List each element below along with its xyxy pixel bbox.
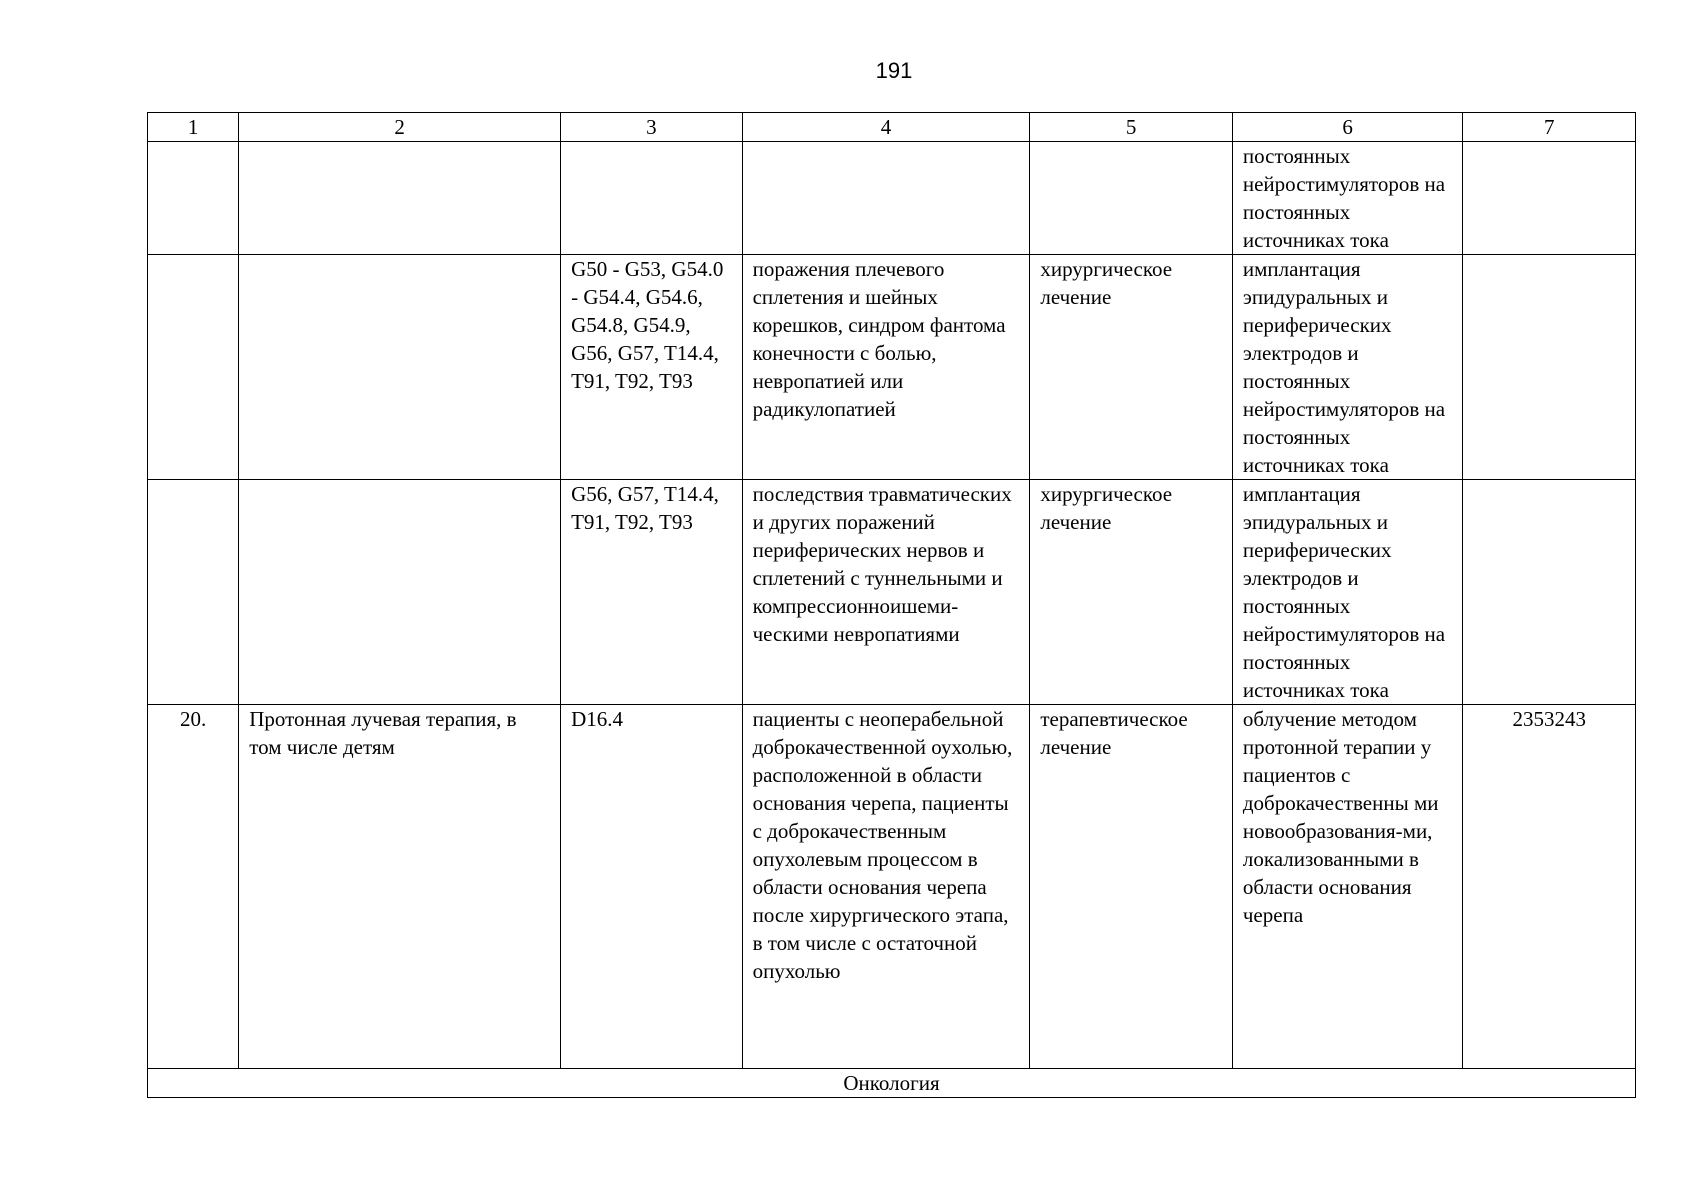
- method-cell: облучение методом протонной терапии у пациентов с доброкачественны ми новообразования-ми, локализованными в области основания черепа: [1232, 705, 1463, 1069]
- treatment-type-cell: хирургическое лечение: [1030, 480, 1233, 705]
- icd-code-cell: G50 - G53, G54.0 - G54.4, G54.6, G54.8, G54.9, G56, G57, T14.4, T91, T92, T93: [561, 255, 742, 480]
- treatment-type-cell: [1030, 142, 1233, 255]
- cost-cell: [1463, 480, 1636, 705]
- service-name-cell: [239, 255, 561, 480]
- column-header: 2: [239, 113, 561, 142]
- row-number-cell: [148, 480, 239, 705]
- cost-cell: [1463, 255, 1636, 480]
- treatment-type-cell: хирургическое лечение: [1030, 255, 1233, 480]
- service-name-cell: Протонная лучевая терапия, в том числе детям: [239, 705, 561, 1069]
- row-number-cell: [148, 142, 239, 255]
- services-table: [147, 112, 1636, 1098]
- column-header: 5: [1030, 113, 1233, 142]
- icd-code-cell: [561, 142, 742, 255]
- column-number-row: [148, 113, 1636, 142]
- patient-model-cell: пациенты с неоперабельной доброкачественной оухолью, расположенной в области основания черепа, пациенты с доброкачественным опухолевым процессом в области основания черепа после хирургического этапа, в том числе с остаточной опухолью: [742, 705, 1030, 1069]
- icd-code-cell: G56, G57, T14.4, T91, T92, T93: [561, 480, 742, 705]
- patient-model-cell: последствия травматических и других поражений периферических нервов и сплетений с туннельными и компрессионноишеми-ческими невропатиями: [742, 480, 1030, 705]
- row-number-cell: 20.: [148, 705, 239, 1069]
- table-row: [148, 142, 1636, 255]
- table-row: [148, 480, 1636, 705]
- method-cell: имплантация эпидуральных и периферических электродов и постоянных нейростимуляторов на постоянных источниках тока: [1232, 255, 1463, 480]
- patient-model-cell: поражения плечевого сплетения и шейных корешков, синдром фантома конечности с болью, невропатией или радикулопатией: [742, 255, 1030, 480]
- column-header: 7: [1463, 113, 1636, 142]
- table-row: [148, 255, 1636, 480]
- cost-cell: 2353243: [1463, 705, 1636, 1069]
- treatment-type-cell: терапевтическое лечение: [1030, 705, 1233, 1069]
- section-row: [148, 1069, 1636, 1098]
- method-cell: имплантация эпидуральных и периферических электродов и постоянных нейростимуляторов на постоянных источниках тока: [1232, 480, 1463, 705]
- column-header: 4: [742, 113, 1030, 142]
- page-number: 191: [875, 58, 913, 83]
- method-cell: постоянных нейростимуляторов на постоянных источниках тока: [1232, 142, 1463, 255]
- column-header: 3: [561, 113, 742, 142]
- section-title: Онкология: [148, 1069, 1636, 1098]
- service-name-cell: [239, 480, 561, 705]
- service-name-cell: [239, 142, 561, 255]
- table-row: [148, 705, 1636, 1069]
- column-header: 6: [1232, 113, 1463, 142]
- column-header: 1: [148, 113, 239, 142]
- cost-cell: [1463, 142, 1636, 255]
- row-number-cell: [148, 255, 239, 480]
- icd-code-cell: D16.4: [561, 705, 742, 1069]
- patient-model-cell: [742, 142, 1030, 255]
